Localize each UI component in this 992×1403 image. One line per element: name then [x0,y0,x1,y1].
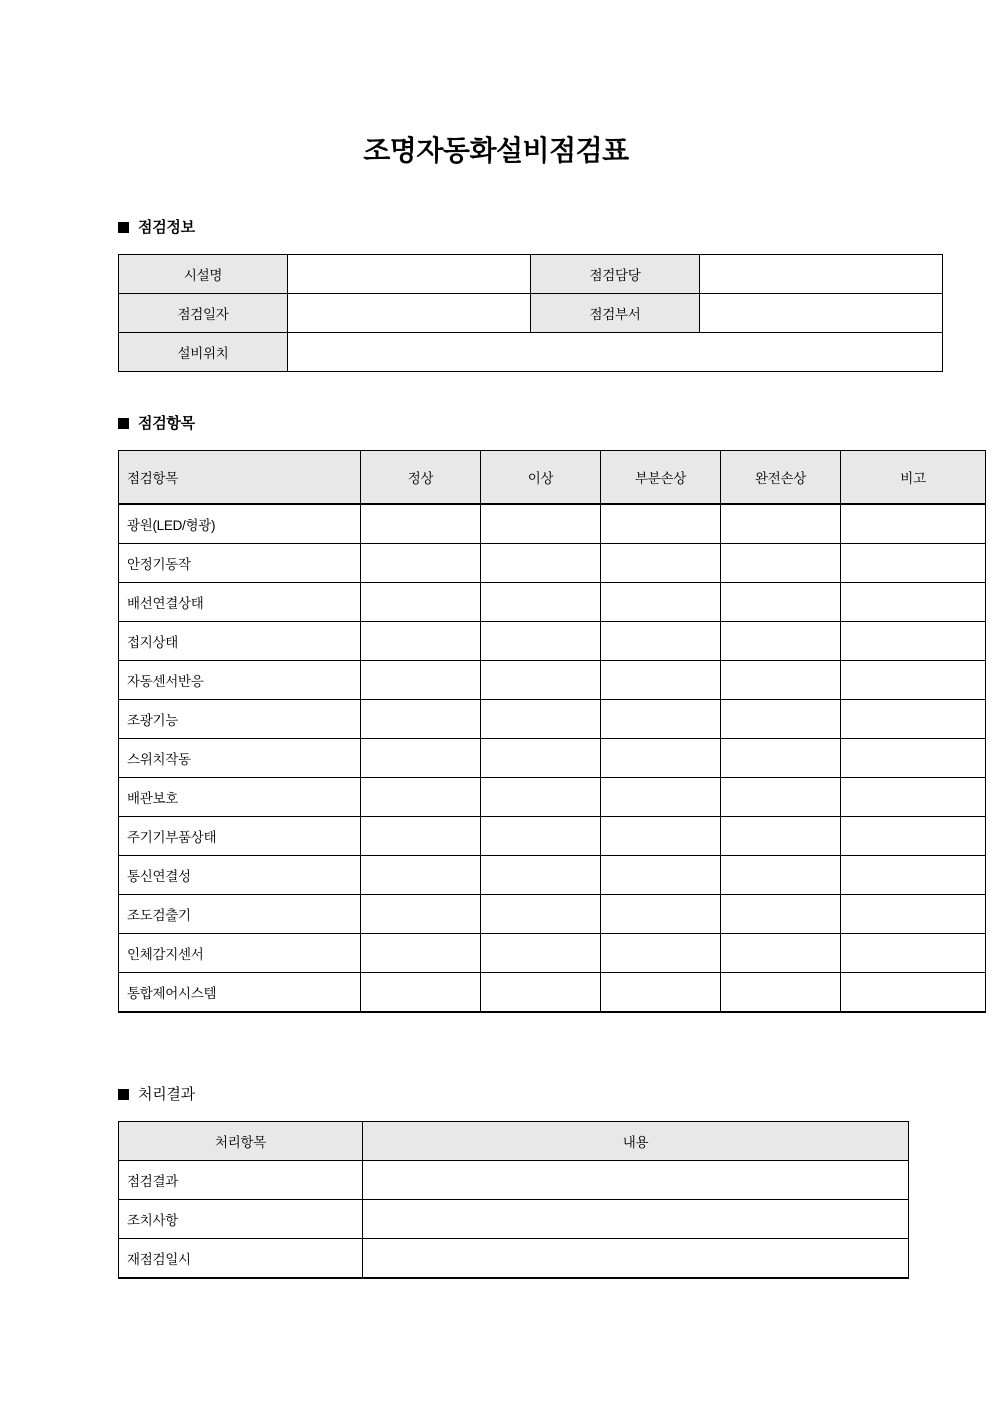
item-full-damage-checkbox-cell[interactable] [721,933,841,972]
result-content-cell[interactable] [363,1160,909,1199]
table-row [119,816,986,855]
item-partial-damage-checkbox-cell[interactable] [601,933,721,972]
item-remarks-cell[interactable] [841,894,986,933]
item-full-damage-checkbox-cell[interactable] [721,894,841,933]
item-normal-checkbox-cell[interactable] [361,543,481,582]
item-normal-checkbox-cell[interactable] [361,699,481,738]
info-label-equipment-location: 설비위치 [119,332,288,371]
column-header-result-item: 처리항목 [119,1121,363,1160]
spacer [0,235,992,254]
spacer [0,431,992,450]
result-label-cell: 조치사항 [119,1199,363,1238]
table-row [119,933,986,972]
table-row [119,660,986,699]
item-remarks-cell[interactable] [841,855,986,894]
item-full-damage-checkbox-cell[interactable] [721,972,841,1012]
item-normal-checkbox-cell[interactable] [361,894,481,933]
info-value-equipment-location[interactable] [288,332,943,371]
item-partial-damage-checkbox-cell[interactable] [601,582,721,621]
section-heading-results-label: 처리결과 [138,1085,195,1103]
item-abnormal-checkbox-cell[interactable] [481,894,601,933]
inspection-info-table [118,254,943,372]
processing-results-table [118,1121,909,1279]
item-partial-damage-checkbox-cell[interactable] [601,816,721,855]
item-partial-damage-checkbox-cell[interactable] [601,621,721,660]
item-name-cell: 스위치작동 [119,738,361,777]
info-label-department: 점검부서 [531,293,700,332]
section-heading-items [0,416,992,431]
item-remarks-cell[interactable] [841,621,986,660]
item-remarks-cell[interactable] [841,543,986,582]
item-abnormal-checkbox-cell[interactable] [481,504,601,544]
inspection-items-table [118,450,986,1013]
item-normal-checkbox-cell[interactable] [361,504,481,544]
item-name-cell: 배선연결상태 [119,582,361,621]
item-remarks-cell[interactable] [841,816,986,855]
column-header-remarks: 비고 [841,450,986,504]
item-abnormal-checkbox-cell[interactable] [481,699,601,738]
item-name-cell: 접지상태 [119,621,361,660]
item-remarks-cell[interactable] [841,933,986,972]
table-row [119,894,986,933]
spacer [0,168,992,220]
item-partial-damage-checkbox-cell[interactable] [601,699,721,738]
item-abnormal-checkbox-cell[interactable] [481,816,601,855]
info-label-facility-name: 시설명 [119,254,288,293]
item-remarks-cell[interactable] [841,660,986,699]
item-abnormal-checkbox-cell[interactable] [481,582,601,621]
item-normal-checkbox-cell[interactable] [361,777,481,816]
item-partial-damage-checkbox-cell[interactable] [601,972,721,1012]
item-name-cell: 통신연결성 [119,855,361,894]
table-row [119,1238,909,1278]
column-header-normal: 정상 [361,450,481,504]
item-full-damage-checkbox-cell[interactable] [721,738,841,777]
result-label-cell: 점검결과 [119,1160,363,1199]
result-label-cell: 재점검일시 [119,1238,363,1278]
item-normal-checkbox-cell[interactable] [361,621,481,660]
item-abnormal-checkbox-cell[interactable] [481,933,601,972]
table-row [119,582,986,621]
column-header-partial-damage: 부분손상 [601,450,721,504]
item-partial-damage-checkbox-cell[interactable] [601,894,721,933]
item-name-cell: 배관보호 [119,777,361,816]
item-partial-damage-checkbox-cell[interactable] [601,777,721,816]
item-partial-damage-checkbox-cell[interactable] [601,855,721,894]
result-content-cell[interactable] [363,1199,909,1238]
table-row [119,1160,909,1199]
inspection-items-body [119,504,986,1012]
item-full-damage-checkbox-cell[interactable] [721,816,841,855]
table-row [119,699,986,738]
table-row [119,293,943,332]
column-header-abnormal: 이상 [481,450,601,504]
item-remarks-cell[interactable] [841,699,986,738]
table-row [119,332,943,371]
column-header-result-content: 내용 [363,1121,909,1160]
table-header-row [119,1121,909,1160]
item-remarks-cell[interactable] [841,582,986,621]
table-row [119,972,986,1012]
item-normal-checkbox-cell[interactable] [361,855,481,894]
table-row [119,855,986,894]
item-remarks-cell[interactable] [841,504,986,544]
item-normal-checkbox-cell[interactable] [361,933,481,972]
item-normal-checkbox-cell[interactable] [361,972,481,1012]
filled-square-bullet-icon [118,222,129,233]
table-row [119,543,986,582]
spacer [0,372,992,416]
item-abnormal-checkbox-cell[interactable] [481,621,601,660]
item-remarks-cell[interactable] [841,738,986,777]
info-value-facility-name[interactable] [288,254,531,293]
item-normal-checkbox-cell[interactable] [361,582,481,621]
item-partial-damage-checkbox-cell[interactable] [601,660,721,699]
section-heading-info-label: 점검정보 [138,218,195,236]
section-heading-items-label: 점검항목 [138,414,195,432]
item-name-cell: 주기기부품상태 [119,816,361,855]
filled-square-bullet-icon [118,418,129,429]
info-value-inspector[interactable] [700,254,943,293]
item-name-cell: 조도검출기 [119,894,361,933]
item-normal-checkbox-cell[interactable] [361,738,481,777]
item-name-cell: 인체감지센서 [119,933,361,972]
table-row [119,777,986,816]
processing-results-body [119,1160,909,1278]
section-heading-results [0,1087,992,1102]
item-full-damage-checkbox-cell[interactable] [721,504,841,544]
item-full-damage-checkbox-cell[interactable] [721,543,841,582]
item-normal-checkbox-cell[interactable] [361,816,481,855]
item-abnormal-checkbox-cell[interactable] [481,543,601,582]
item-name-cell: 안정기동작 [119,543,361,582]
item-partial-damage-checkbox-cell[interactable] [601,543,721,582]
result-content-cell[interactable] [363,1238,909,1278]
item-abnormal-checkbox-cell[interactable] [481,972,601,1012]
item-name-cell: 자동센서반응 [119,660,361,699]
table-row [119,621,986,660]
column-header-full-damage: 완전손상 [721,450,841,504]
item-name-cell: 통합제어시스템 [119,972,361,1012]
column-header-item: 점검항목 [119,450,361,504]
item-remarks-cell[interactable] [841,972,986,1012]
item-abnormal-checkbox-cell[interactable] [481,738,601,777]
item-full-damage-checkbox-cell[interactable] [721,621,841,660]
page-title: 조명자동화설비점검표 [363,135,629,166]
table-row [119,1199,909,1238]
spacer [0,1102,992,1121]
table-header-row [119,450,986,504]
item-partial-damage-checkbox-cell[interactable] [601,504,721,544]
item-partial-damage-checkbox-cell[interactable] [601,738,721,777]
item-full-damage-checkbox-cell[interactable] [721,699,841,738]
item-name-cell: 조광기능 [119,699,361,738]
info-label-inspector: 점검담당 [531,254,700,293]
section-heading-info [0,220,992,235]
item-remarks-cell[interactable] [841,777,986,816]
info-value-department[interactable] [700,293,943,332]
item-full-damage-checkbox-cell[interactable] [721,660,841,699]
item-abnormal-checkbox-cell[interactable] [481,660,601,699]
item-full-damage-checkbox-cell[interactable] [721,582,841,621]
item-name-cell: 광원(LED/형광) [119,504,361,544]
filled-square-bullet-icon [118,1089,129,1100]
item-abnormal-checkbox-cell[interactable] [481,777,601,816]
item-abnormal-checkbox-cell[interactable] [481,855,601,894]
table-row [119,254,943,293]
table-row [119,504,986,544]
item-full-damage-checkbox-cell[interactable] [721,855,841,894]
info-value-inspection-date[interactable] [288,293,531,332]
item-normal-checkbox-cell[interactable] [361,660,481,699]
item-full-damage-checkbox-cell[interactable] [721,777,841,816]
table-row [119,738,986,777]
spacer [0,1013,992,1087]
info-label-inspection-date: 점검일자 [119,293,288,332]
